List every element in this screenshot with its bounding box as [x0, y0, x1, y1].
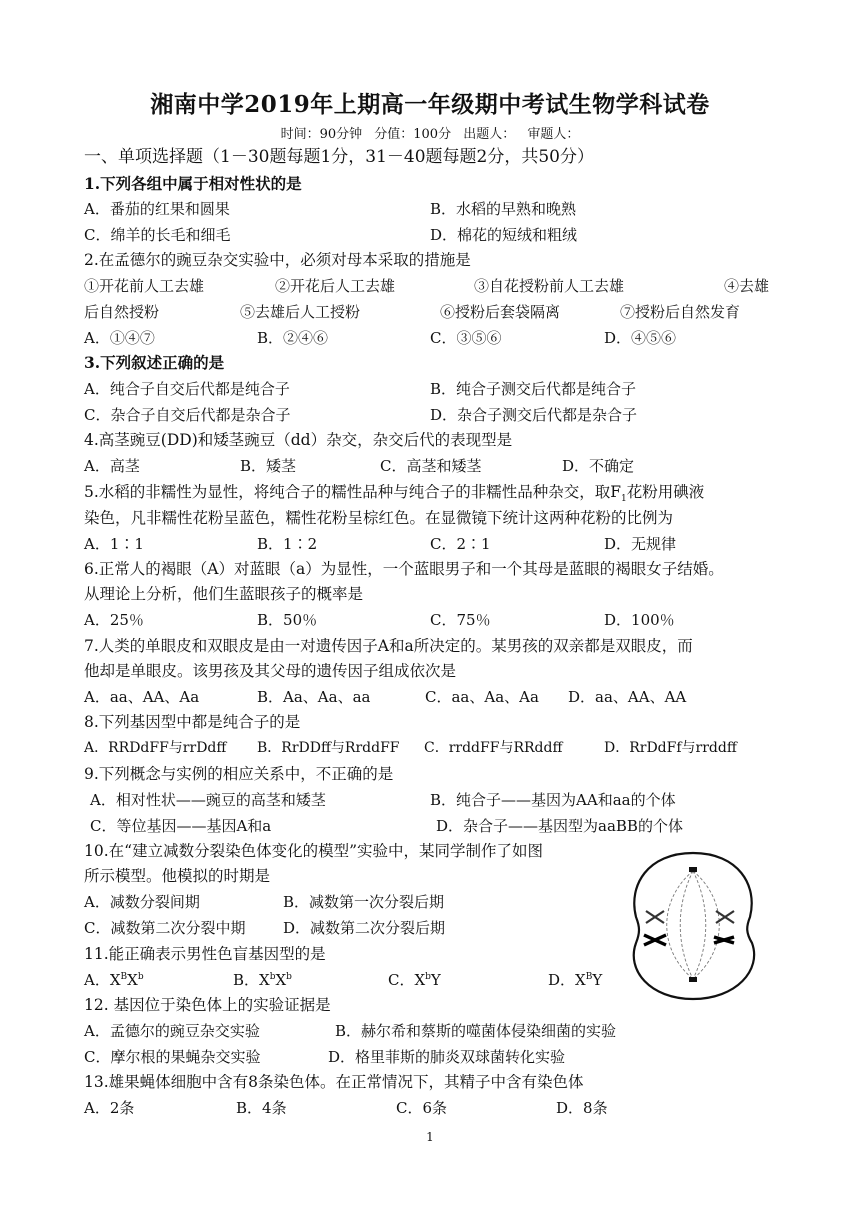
question-10-stem-line2: 所示模型。他模拟的时期是: [84, 867, 271, 885]
q1-option-a: A．番茄的红果和圆果: [84, 200, 230, 218]
chromosome-pair-upper-right: [716, 911, 734, 923]
question-6-stem-line2: 从理论上分析，他们生蓝眼孩子的概率是: [84, 585, 364, 603]
q12-option-d: D．格里菲斯的肺炎双球菌转化实验: [328, 1048, 566, 1066]
q9-option-b: B．纯合子——基因为AA和aa的个体: [430, 791, 676, 809]
q2-item-3: ③自花授粉前人工去雄: [474, 277, 625, 295]
q3-option-b: B．纯合子测交后代都是纯合子: [430, 380, 637, 398]
q5-option-b: B．1∶2: [257, 535, 318, 553]
question-8-stem: 8.下列基因型中都是纯合子的是: [84, 713, 301, 731]
page-number: 1: [426, 1130, 434, 1144]
q7-option-b: B．Aa、Aa、aa: [257, 688, 371, 706]
question-1-stem: 1.下列各组中属于相对性状的是: [84, 174, 302, 193]
q6-option-c: C．75％: [430, 611, 491, 629]
q3-option-c: C．杂合子自交后代都是杂合子: [84, 406, 291, 424]
q11-option-b: B．$X^bX^b$: [233, 971, 292, 989]
q7-option-c: C．aa、Aa、Aa: [425, 688, 539, 706]
q1-option-c: C．绵羊的长毛和细毛: [84, 226, 231, 244]
q8-option-c: C．rrddFF与RRddff: [424, 740, 563, 756]
page-title: 湘南中学2019年上期高一年级期中考试生物学科试卷: [150, 91, 710, 118]
q4-option-a: A．高茎: [84, 457, 140, 475]
q5-subscript: 1: [621, 494, 627, 505]
q9-option-a: A．相对性状——豌豆的高茎和矮茎: [90, 791, 326, 809]
question-13-stem: 13.雄果蝇体细胞中含有8条染色体。在正常情况下，其精子中含有染色体: [84, 1073, 584, 1091]
q11-option-a: A．$X^BX^b$: [84, 971, 144, 989]
q9-option-d: D．杂合子——基因型为aaBB的个体: [436, 817, 683, 835]
centriole-top: [689, 867, 697, 872]
question-7-stem-line2: 他却是单眼皮。该男孩及其父母的遗传因子组成依次是: [84, 662, 457, 680]
question-4-stem: 4.高茎豌豆(DD)和矮茎豌豆（dd）杂交，杂交后代的表现型是: [84, 431, 513, 449]
question-3-stem: 3.下列叙述正确的是: [84, 353, 225, 372]
q7-option-a: A．aa、AA、Aa: [84, 688, 200, 706]
q3-option-d: D．杂合子测交后代都是杂合子: [430, 406, 638, 424]
question-6-stem-line1: 6.正常人的褐眼（A）对蓝眼（a）为显性，一个蓝眼男子和一个其母是蓝眼的褐眼女子结婚。: [84, 560, 724, 578]
q12-option-b: B．赫尔希和蔡斯的噬菌体侵染细菌的实验: [335, 1022, 617, 1040]
q13-option-a: A．2条: [84, 1099, 135, 1117]
q2-option-c: C．③⑤⑥: [430, 329, 502, 347]
q2-item-4-cont: 后自然授粉: [84, 303, 160, 321]
q12-option-a: A．孟德尔的豌豆杂交实验: [84, 1022, 260, 1040]
q1-option-b: B．水稻的早熟和晚熟: [430, 200, 577, 218]
exam-meta: [0, 123, 860, 142]
q8-option-d: D．RrDdFf与rrddff: [604, 740, 737, 756]
meiosis-model-figure: [618, 845, 768, 1005]
q5-option-c: C．2∶1: [430, 535, 491, 553]
q5-option-d: D．无规律: [604, 535, 677, 553]
q5-option-a: A．1∶1: [84, 535, 144, 553]
question-5-stem-line2: 染色，凡非糯性花粉呈蓝色，糯性花粉呈棕红色。在显微镜下统计这两种花粉的比例为: [84, 509, 674, 527]
q7-option-d: D．aa、AA、AA: [568, 688, 687, 706]
q13-option-c: C．6条: [396, 1099, 448, 1117]
centriole-bottom: [689, 977, 697, 982]
q2-option-b: B．②④⑥: [257, 329, 329, 347]
q4-option-d: D．不确定: [562, 457, 635, 475]
q2-item-4: ④去雄: [724, 277, 770, 295]
q6-option-b: B．50％: [257, 611, 318, 629]
q8-option-a: A．RRDdFF与rrDdff: [84, 740, 227, 756]
question-9-stem: 9.下列概念与实例的相应关系中，不正确的是: [84, 765, 394, 783]
question-11-stem: 11.能正确表示男性色盲基因型的是: [84, 945, 326, 963]
q11-option-d: D．$X^BY$: [548, 971, 603, 989]
q10-option-d: D．减数第二次分裂后期: [283, 919, 446, 937]
question-5-stem-line1: [84, 482, 705, 505]
chromosome-pair-upper-left: [646, 911, 664, 923]
q9-option-c: C．等位基因——基因A和a: [90, 817, 272, 835]
q10-option-a: A．减数分裂间期: [84, 893, 200, 911]
q5-stem-part2: 花粉用碘液: [626, 483, 705, 501]
q6-option-d: D．100％: [604, 611, 675, 629]
q4-option-b: B．矮茎: [240, 457, 297, 475]
q10-option-c: C．减数第二次分裂中期: [84, 919, 246, 937]
question-10-stem-line1: 10.在“建立减数分裂染色体变化的模型”实验中，某同学制作了如图: [84, 842, 544, 860]
q12-option-c: C．摩尔根的果蝇杂交实验: [84, 1048, 261, 1066]
q6-option-a: A．25％: [84, 611, 144, 629]
q2-item-2: ②开花后人工去雄: [275, 277, 396, 295]
q3-option-a: A．纯合子自交后代都是纯合子: [84, 380, 290, 398]
question-12-stem: 12. 基因位于染色体上的实验证据是: [84, 996, 331, 1014]
q2-option-d: D．④⑤⑥: [604, 329, 677, 347]
exam-score: 分值：100分: [374, 127, 452, 142]
question-2-stem: 2.在孟德尔的豌豆杂交实验中，必须对母本采取的措施是: [84, 251, 471, 269]
q11-option-c: C．$X^bY$: [388, 971, 441, 989]
q13-option-d: D．8条: [556, 1099, 608, 1117]
chromosome-pair-lower-right: [714, 937, 734, 943]
q1-option-d: D．棉花的短绒和粗绒: [430, 226, 578, 244]
question-7-stem-line1: 7.人类的单眼皮和双眼皮是由一对遗传因子A和a所决定的。某男孩的双亲都是双眼皮，而: [84, 637, 693, 655]
q2-option-a: A．①④⑦: [84, 329, 155, 347]
chromosome-pair-lower-left: [644, 935, 666, 945]
q8-option-b: B．RrDDff与RrddFF: [257, 740, 400, 756]
spindle-fibers: [667, 871, 720, 979]
q2-item-6: ⑥授粉后套袋隔离: [440, 303, 561, 321]
q4-option-c: C．高茎和矮茎: [380, 457, 482, 475]
exam-reviewer: 审题人：: [527, 127, 580, 142]
q5-stem-part1: 5.水稻的非糯性为显性，将纯合子的糯性品种与纯合子的非糯性品种杂交，取F: [84, 483, 622, 501]
exam-setter: 出题人：: [463, 127, 516, 142]
q2-item-5: ⑤去雄后人工授粉: [240, 303, 361, 321]
q10-option-b: B．减数第一次分裂后期: [283, 893, 445, 911]
exam-time: 时间：90分钟: [280, 127, 363, 142]
q2-item-7: ⑦授粉后自然发育: [620, 303, 741, 321]
q13-option-b: B．4条: [236, 1099, 287, 1117]
section-heading: 一、单项选择题（1－30题每题1分，31－40题每题2分，共50分）: [84, 147, 594, 167]
q2-item-1: ①开花前人工去雄: [84, 277, 205, 295]
